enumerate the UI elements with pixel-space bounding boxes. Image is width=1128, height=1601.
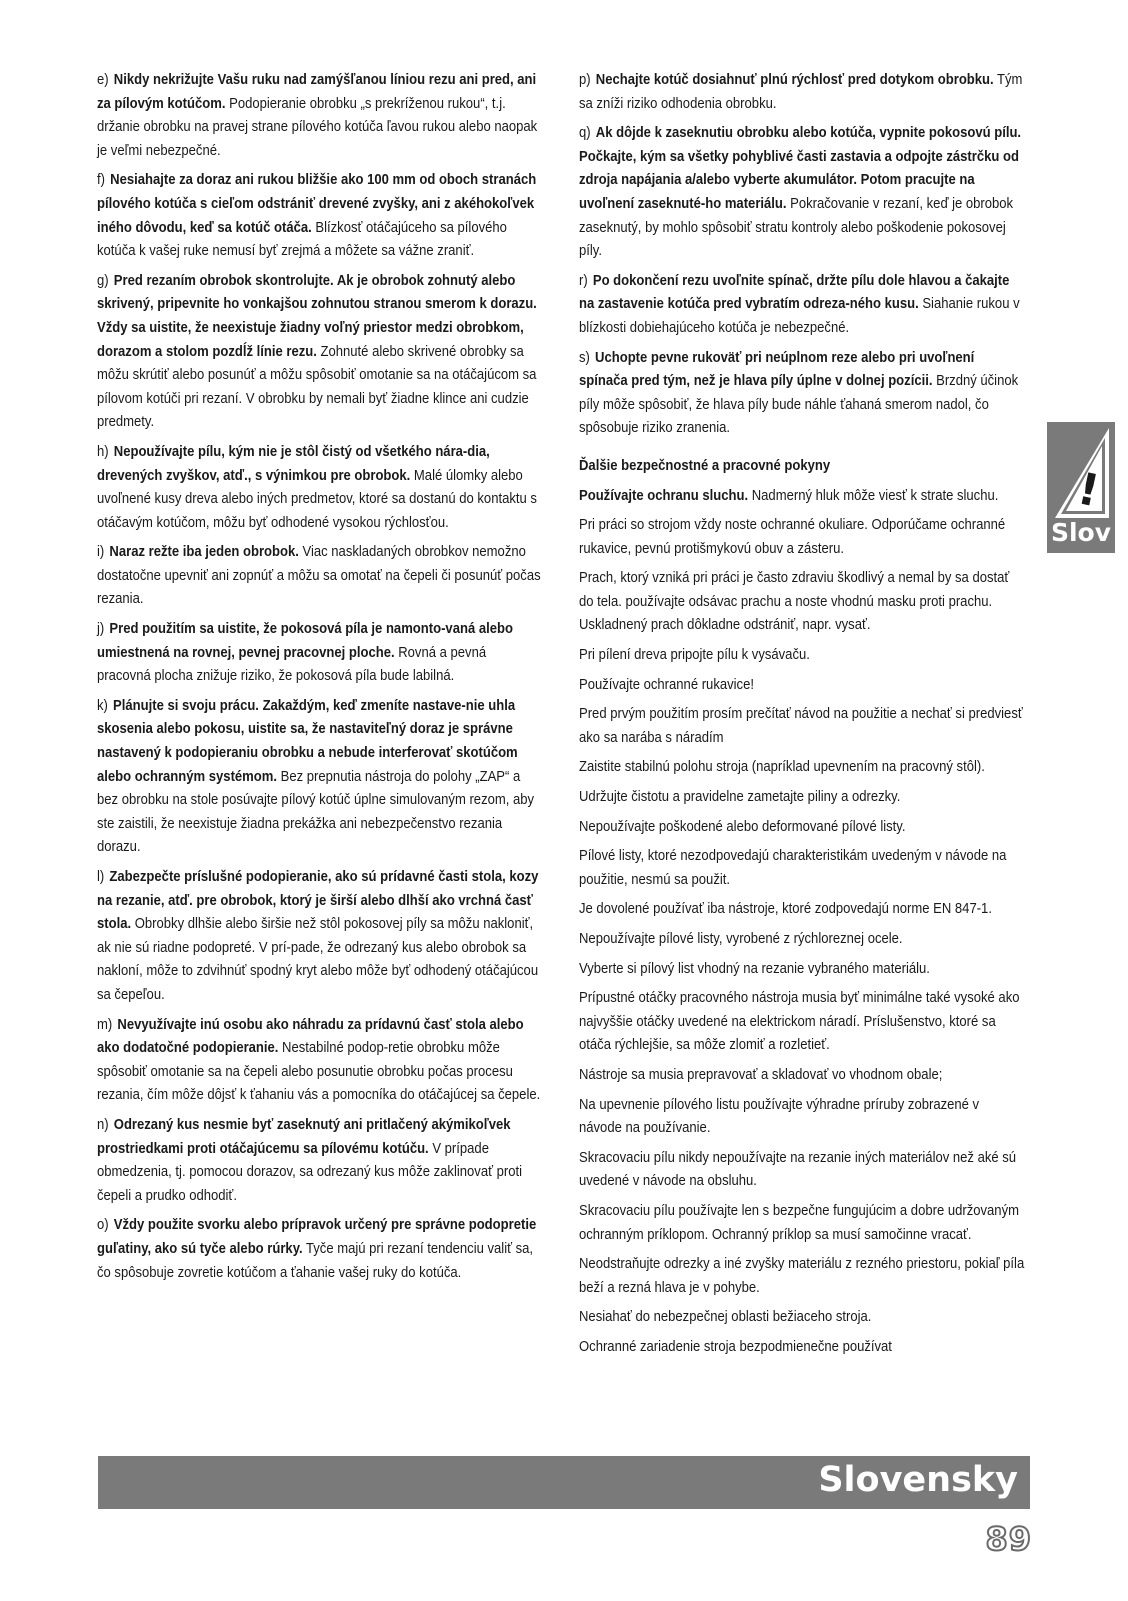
- safety-item-j: j) Pred použitím sa uistite, že pokosová píla je namonto-vaná alebo umiestnená na rovnej, pevnej pracovnej ploche. Rovná a pevná pracovná plocha znižuje riziko, že pokosová píla bude labilná.: [97, 620, 513, 685]
- safety-item-g: g) Pred rezaním obrobok skontrolujte. Ak je obrobok zohnutý alebo skrivený, pripevnite ho vonkajšou zohnutou stranou smerom k dorazu. Vždy sa uistite, že neexistuje žiadny voľný priestor medzi obrobkom, dorazom a stolom pozdĺž línie rezu. Zohnuté alebo skrivené obrobky sa môžu skrútiť alebo posunúť a môžu spôsobiť omotanie sa na otáčajúcom sa pílovom kotúči pri rezaní. V obrobku by nemali byť žiadne klince ani cudzie predmety.: [97, 271, 537, 431]
- instruction-paragraph: Skracovaciu pílu nikdy nepoužívajte na rezanie iných materiálov než aké sú uvedené v návode na obsluhu.: [579, 1148, 1017, 1190]
- instruction-paragraph: Neodstraňujte odrezky a iné zvyšky materiálu z rezného priestoru, pokiaľ píla beží a rezná hlava je v pohybe.: [579, 1255, 1025, 1296]
- instruction-paragraph: Prípustné otáčky pracovného nástroja musia byť minimálne také vysoké ako najvyššie otáčky uvedené na elektrickom náradí. Príslušenstvo, ktoré sa otáča rýchlejšie, sa môže zlomiť a rozletieť.: [579, 989, 1020, 1054]
- exclamation-mark: !: [1073, 463, 1104, 518]
- page-number: 89: [985, 1520, 1032, 1558]
- left-column: [97, 68, 542, 1290]
- safety-item-k: k) Plánujte si svoju prácu. Zakaždým, keď zmeníte nastave-nie uhla skosenia alebo pokosu, uistite sa, že nastaviteľný doraz je správne nastavený k podopieraniu obrobku a nebude interferovať skotúčom alebo ochranným systémom. Bez prepnutia nástroja do polohy „ZAP“ a bez obrobku na stole posúvajte pílový kotúč úplne simulovaným rezom, aby ste zaistili, že neexistuje žiadna prekážka ani nebezpečenstvo rezania dorazu.: [97, 696, 535, 856]
- instruction-paragraph: Skracovaciu pílu používajte len s bezpečne fungujúcim a dobre udržovaným ochranným príklopom. Ochranný príklop sa musí samočinne vracať.: [579, 1201, 1019, 1243]
- instruction-paragraph: Prach, ktorý vzniká pri práci je často zdraviu škodlivý a nemal by sa dostať do tela. používajte odsávac prachu a noste vhodnú masku proti prachu. Uskladnený prach dôkladne odstrániť, napr. vysať.: [579, 569, 1010, 634]
- right-column: [579, 68, 1024, 1365]
- safety-item-e: e) Nikdy nekrižujte Vašu ruku nad zamýšľanou líniou rezu ani pred, ani za pílovým kotúčom. Podopieranie obrobku „s prekríženou rukou“, t.j. držanie obrobku na pravej strane pílového kotúča ľavou rukou alebo naopak je veľmi nebezpečné.: [97, 71, 538, 159]
- instruction-paragraph: Nepoužívajte pílové listy, vyrobené z rýchloreznej ocele.: [579, 930, 903, 947]
- footer-language-bar: [98, 1456, 1030, 1509]
- safety-item-p: p) Nechajte kotúč dosiahnuť plnú rýchlosť pred dotykom obrobku. Tým sa zníži riziko odhodenia obrobku.: [579, 71, 1023, 112]
- side-tab-label: Slov: [1050, 518, 1112, 547]
- safety-item-f: f) Nesiahajte za doraz ani rukou bližšie ako 100 mm od oboch stranách pílového kotúča s cieľom odstrániť drevené zvyšky, ani z akéhokoľvek iného dôvodu, keď sa kotúč otáča. Blízkosť otáčajúceho sa pílového kotúča k vašej ruke nemusí byť zrejmá a môžete sa vážne zraniť.: [97, 171, 537, 260]
- safety-item-r: r) Po dokončení rezu uvoľnite spínač, držte pílu dole hlavou a čakajte na zastavenie kotúča pred vybratím odreza-ného kusu. Siahanie rukou v blízkosti dobiehajúceho kotúča je nebezpečné.: [579, 271, 1020, 336]
- instruction-paragraph: Na upevnenie pílového listu používajte výhradne príruby zobrazené v návode na používanie.: [579, 1095, 980, 1137]
- instruction-paragraph: Vyberte si pílový list vhodný na rezanie vybraného materiálu.: [579, 959, 930, 977]
- safety-item-n: n) Odrezaný kus nesmie byť zaseknutý ani pritlačený akýmikoľvek prostriedkami proti otáčajúcemu sa pílovému kotúču. V prípade obmedzenia, tj. pomocou dorazov, sa odrezaný kus môže zaklinovať proti čepeli a prudko odhodiť.: [97, 1115, 523, 1204]
- section-heading: Ďalšie bezpečnostné a pracovné pokyny: [579, 456, 831, 474]
- safety-item-i: i) Naraz režte iba jeden obrobok. Viac naskladaných obrobkov nemožno dostatočne upevniť ani zopnúť a môžu sa omotať na čepeli či posunúť počas rezania.: [97, 543, 541, 608]
- instruction-paragraph: Pílové listy, ktoré nezodpovedajú charakteristikám uvedeným v návode na použitie, nesmú sa použit.: [579, 847, 1007, 888]
- footer-language: Slovensky: [818, 1460, 1018, 1500]
- instruction-paragraph: Pri práci so strojom vždy noste ochranné okuliare. Odporúčame ochranné rukavice, pevnú protišmykovú obuv a zásteru.: [579, 516, 1006, 557]
- safety-item-h: h) Nepoužívajte pílu, kým nie je stôl čistý od všetkého nára-dia, drevených zvyškov, atď., s výnimkou pre obrobok. Malé úlomky alebo uvoľnené kusy dreva alebo iných predmetov, ktoré sa dostanú do kontaktu s otáčavým kotúčom, môžu byť odhodené vysokou rýchlosťou.: [97, 442, 537, 531]
- warning-triangle-icon: [1047, 422, 1115, 522]
- safety-item-m: m) Nevyužívajte inú osobu ako náhradu za prídavnú časť stola alebo ako dodatočné podopieranie. Nestabilné podop-retie obrobku môže spôsobiť omotanie sa na čepeli alebo posunutie obrobku počas procesu rezania, čím môže dôjsť k ťahaniu vás a pomocníka do otáčajúcej sa čepele.: [97, 1015, 541, 1104]
- safety-item-s: s) Uchopte pevne rukoväť pri neúplnom reze alebo pri uvoľnení spínača pred tým, než je hlava píly úplne v dolnej pozícii. Brzdný účinok píly môže spôsobiť, že hlava píly bude náhle ťahaná smerom nadol, čo spôsobuje riziko zranenia.: [579, 348, 1019, 437]
- instruction-paragraph: Udržujte čistotu a pravidelne zametajte piliny a odrezky.: [579, 788, 901, 806]
- safety-item-o: o) Vždy použite svorku alebo prípravok určený pre správne podopretie guľatiny, ako sú tyče alebo rúrky. Tyče majú pri rezaní tendenciu valiť sa, čo spôsobuje zovretie kotúčom a ťahanie vašej ruky do kotúča.: [97, 1216, 537, 1281]
- instruction-paragraph: Nástroje sa musia prepravovať a skladovať vo vhodnom obale;: [579, 1065, 943, 1083]
- instruction-paragraph: Nepoužívajte poškodené alebo deformované pílové listy.: [579, 817, 906, 835]
- instruction-paragraph: Zaistite stabilnú polohu stroja (napríklad upevnením na pracovný stôl).: [579, 758, 985, 776]
- instruction-paragraph: Používajte ochranné rukavice!: [579, 675, 754, 693]
- instruction-paragraph: Nesiahať do nebezpečnej oblasti bežiaceho stroja.: [579, 1308, 872, 1326]
- warning-side-tab: [1047, 422, 1115, 553]
- safety-item-l: l) Zabezpečte príslušné podopieranie, ako sú prídavné časti stola, kozy na rezanie, atď. pre obrobok, ktorý je širší alebo dlhší ako vrchná časť stola. Obrobky dlhšie alebo širšie než stôl pokosovej píly sa môžu nakloniť, ak nie sú riadne podopreté. V prí-pade, že odrezaný kus alebo obrobok sa nakloní, môže to zdvihnúť spodný kryt alebo môže byť odhodený otáčajúcou sa čepeľou.: [97, 868, 539, 1003]
- instruction-paragraph: Pri pílení dreva pripojte pílu k vysávaču.: [579, 646, 810, 664]
- instruction-paragraph: Je dovolené používať iba nástroje, ktoré zodpovedajú norme EN 847-1.: [579, 900, 992, 918]
- hearing-protection-paragraph: Používajte ochranu sluchu. Nadmerný hluk môže viesť k strate sluchu.: [579, 486, 999, 504]
- instruction-paragraph: Ochranné zariadenie stroja bezpodmienečne používat: [579, 1337, 892, 1355]
- instruction-paragraph: Pred prvým použitím prosím prečítať návod na použitie a nechať si predviesť ako sa narába s náradím: [579, 705, 1023, 746]
- safety-item-q: q) Ak dôjde k zaseknutiu obrobku alebo kotúča, vypnite pokosovú pílu. Počkajte, kým sa všetky pohyblivé časti zastavia a odpojte zástrčku od zdroja napájania a/alebo vyberte akumulátor. Potom pracujte na uvoľnení zaseknuté-ho materiálu. Pokračovanie v rezaní, keď je obrobok zaseknutý, by mohlo spôsobiť stratu kontroly alebo poškodenie pokosovej píly.: [579, 124, 1022, 260]
